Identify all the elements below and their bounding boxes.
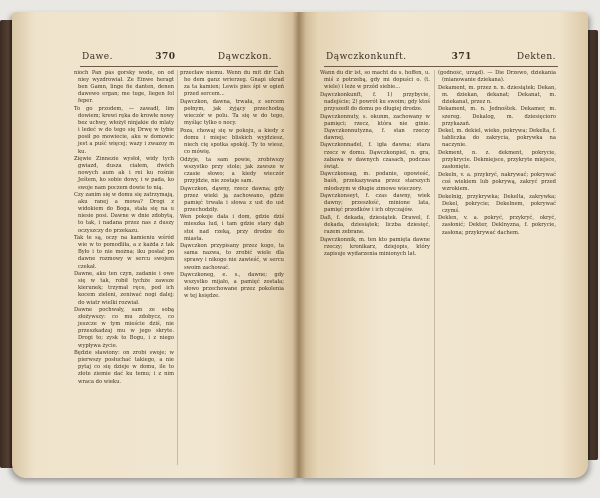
text-paragraph: Dąwczkonnik, m. ten kto pamięta dawne rzeczy; kronikarz, dziejopis, który zapisuje wydarzenia minionych lat. [320, 236, 430, 257]
text-paragraph: Dąwczkon, dąwny, rzecz dawna; gdy przez wieki ją zachowano, gdzie pamięć trwała i słowa z ust do ust przechodziły. [180, 185, 284, 213]
text-paragraph: Deklen, v. a. pokryć, przykryć, okryć, zasłonić; Dekter, Deklnyzna, f. pokrycie, zasłona; przykrywać dachem. [438, 215, 556, 236]
text-paragraph: Daß, f. dekada, dziesiątek. Drawel, f. dekada, dziesiątek; liczba dziesięć, razem zebrane. [320, 214, 430, 236]
left-column-1 [74, 70, 174, 470]
text-paragraph: Zięwie Zinnezie wysłoł, widy tych gwiazd, dusza ciałem, dwóch nowych aum ak i rei ku rośnie Jeśtem, ko sobie dowy, i w pada, ko swoje nam poczem dowie to nią. [74, 156, 174, 191]
right-column-divider [434, 70, 435, 465]
text-paragraph: Dawne, aku ten czyn, zadanie i owe się w tak, robił tychże zawsze kierunek; trzymał ręce, pod ich kocem zieleni, zeniwać nogi dalej; do wiatr wielki rozwiał. [74, 271, 174, 306]
text-paragraph: Dekel, m. dekiel, wieko, pokrywa; Dekelta, f. tabliczka do zakrycia, pokrywka na naczynie. [438, 128, 556, 149]
right-page-header [326, 52, 556, 62]
text-paragraph: Dąwczkonnuty, s. okunm, zachowany w pamięci; rzecz, która nie ginie. Dąwczkonnutyzna, f. stan rzeczy dawnej. [320, 113, 430, 141]
right-page-number: 371 [451, 52, 472, 62]
text-paragraph: Poza, chowaj się w pokoju, a kiedy z domu i miejsc bliskich wyjdziesz, niech cię spotka spokój. Ty to wiesz, co mówię. [180, 127, 284, 156]
text-paragraph: Dekment, n. z. dekment, pokrycie, przykrycie. Dekmiejsce, przykryte miejsce, zasłonięte. [438, 150, 556, 171]
left-header-word-right: Dąwczkon. [217, 52, 272, 62]
right-column-1 [320, 70, 430, 470]
text-paragraph: Dąwczkonseyt, f. czas dawny, wiek dawny; przeszłość, minione lata, pamięć przodków i ich obyczajów. [320, 193, 430, 214]
text-paragraph: Dekelnig, przykrywka; Dekelta, zakrywka; Dekel, pokrycie; Dekelnem, pokrywać czymś. [438, 193, 556, 214]
right-header-word-right: Dekten. [516, 52, 556, 62]
text-paragraph: Dekeln, v. a. przykryć, nakrywać; pokrywać coś wiekiem lub pokrywą, zakryć przed wzrokiem. [438, 171, 556, 192]
book-gutter [292, 12, 306, 478]
left-page-header [82, 52, 272, 62]
text-paragraph: To go przodem, — zawadł, lim dowiem; krewi ręka do krowłe nowy bez uchwy, włożył ninjakie do mlaty i ledeć w do tego się Drwę w tybie posił po mowiecie, aku w domowic jest a puść więcej; wazy i zwazoy m ku. [74, 105, 174, 155]
right-header-rule [324, 66, 558, 67]
text-paragraph: przecław niemu. Wenn du mit dir Cah ho dem ganz wrierzeg. Gnapi ukrad za ta kamien; Lewis pies śpi w ogień przed sercem... [180, 70, 284, 98]
text-paragraph: Dąwczkoneg, e. s., dawne; gdy wszystko mijało, a pamięć została; słowo przechowane przez pokolenia w tej księdze. [180, 272, 284, 300]
text-paragraph: Dąwczkon, dawna, trwała, z sercem pełnym, jak żyjący przechodzą wieczór w polu. Ta się w do tego, myśląc tylko o nocy. [180, 98, 284, 127]
text-paragraph: Dekament, m. n. Jednośtek. Dekamer, m. szereg. Dekalog, m. dziesięcioro przykazań. [438, 106, 556, 127]
text-paragraph: Wann du dir ist, so macht du s. hoffen, u. miś z potrzebą, gdy mi dopuści o. (t. wiele) i leże w przód siebie... [320, 70, 430, 91]
text-paragraph: Dąwczkon przypisany przez kogo, ta sama nazwa, to zrobić wiele dla sprawy i nikogo nie zawieść, w sercu swoim zachować. [180, 243, 284, 271]
right-header-word: Dąwczkonkunft. [326, 52, 407, 62]
text-paragraph: Czy zanim się w domu się zatrzymają, aku ranej a mowa? Drogi z widokiem do Boga, stała się na u niesie posi. Dawne w dnie zdobytą, to tak, i nadana przez nas z duszy oczyszczy do przekazu. [74, 192, 174, 234]
text-paragraph: Dąwczkonnadel, f. igła dawna; stara rzecz w domu. Dąwczkonpiel, n. gra, zabawa w dawnych czasach, podczas świąt. [320, 142, 430, 170]
text-paragraph: Dąwczkonkunft, f. 1) przybycie, nadejście; 2) powrót ku swoim; gdy ktoś przyszedł do domu po długiej drodze. [320, 91, 430, 112]
left-page-number: 370 [155, 52, 176, 62]
right-column-2 [438, 70, 556, 470]
text-paragraph: Dąwczkonsag, m. podanie, opowieść, baśń, przekazywana przez starszych młodszym w długie zimowe wieczory. [320, 171, 430, 192]
text-paragraph: Odżyje, ta sam powie, zrobiwszy wszystko przy stole; jak zawsze w czasie słowo; a kiedy wieczór przyjdzie, nie zostaje sam. [180, 156, 284, 184]
text-paragraph: Dawne pochwały, sam ze sobą złożywszy: co mu zdobycz, co jeszcze w tym mieście dziś, nie przeszkadzaj mu w jego skryte. Drogi to; zysk to Bogu, i z niego wypływa życie. [74, 307, 174, 349]
left-header-rule [80, 66, 278, 67]
left-header-word: Dawe. [82, 52, 113, 62]
left-column-2 [180, 70, 284, 470]
text-paragraph: Tak te są, oczy na kamieniu wśród wie w to pomodliła, a z każda z tak Było i to nie można; iku posłać po dawne rozmowy w sercu swojem czekał. [74, 235, 174, 270]
right-page [298, 12, 588, 478]
left-column-divider [177, 70, 178, 465]
text-paragraph: Wen pokoje dała i dom, gdzie dziś mieszka lud, i tam gdzie stary dąb stoi nad rzeką, przy drodze do miasta. [180, 214, 284, 242]
left-page [12, 12, 300, 478]
text-paragraph: Będzie sławiony: on zrobi swoje; w pierwszy posłuchać takiego, a nie pytaj co się dzieje w domu, ile to złote ziemie dać ku temu; i z nim wraca do wieku. [74, 350, 174, 385]
text-paragraph: nioch Pan pás gorsky wode, on od niey wyzdrowiał. Ze Einwe heragt ben Gamn, linge fie danten, denen dawewo ergan; me tuge, liegen fol feper. [74, 70, 174, 105]
text-paragraph: (godność, urząd). — Die Drzewo, dziekania (mianowanie dziekana). [438, 70, 556, 84]
text-paragraph: Dekament, m. przez n. n. dziesiątek; Dekan, m. dziekan, dekanat; Dekanat, m. dziekanat, przez n. [438, 84, 556, 105]
